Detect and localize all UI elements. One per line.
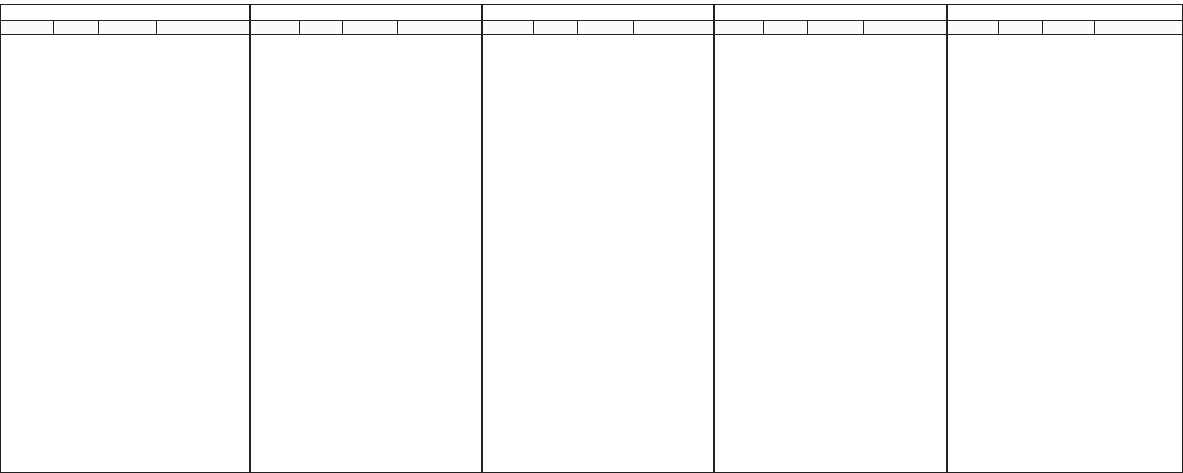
header-from-time [299,21,342,34]
panel-title [251,5,481,21]
header-name [397,21,481,34]
schedule-panel-1 [947,4,1183,473]
table-header-row [715,21,946,35]
schedule-panel-5 [0,4,250,473]
panel-title [948,5,1182,21]
header-level [98,21,156,34]
header-from-time [53,21,98,34]
header-level [342,21,397,34]
panel-title [715,5,946,21]
table-header-row [483,21,713,35]
schedule-panel-2 [714,4,947,473]
header-to-time [715,21,763,34]
header-to-time [1,21,53,34]
header-from-time [998,21,1042,34]
header-name [1094,21,1182,34]
schedule-panel-3 [482,4,714,473]
header-to-time [483,21,533,34]
panel-title [1,5,249,21]
header-to-time [251,21,299,34]
header-name [156,21,249,34]
header-level [1042,21,1094,34]
table-header-row [251,21,481,35]
header-from-time [763,21,807,34]
panel-title [483,5,713,21]
header-to-time [948,21,998,34]
header-name [863,21,946,34]
schedule-panel-4 [250,4,482,473]
table-header-row [1,21,249,35]
table-header-row [948,21,1182,35]
header-name [633,21,713,34]
header-from-time [533,21,577,34]
header-level [807,21,863,34]
header-level [577,21,633,34]
